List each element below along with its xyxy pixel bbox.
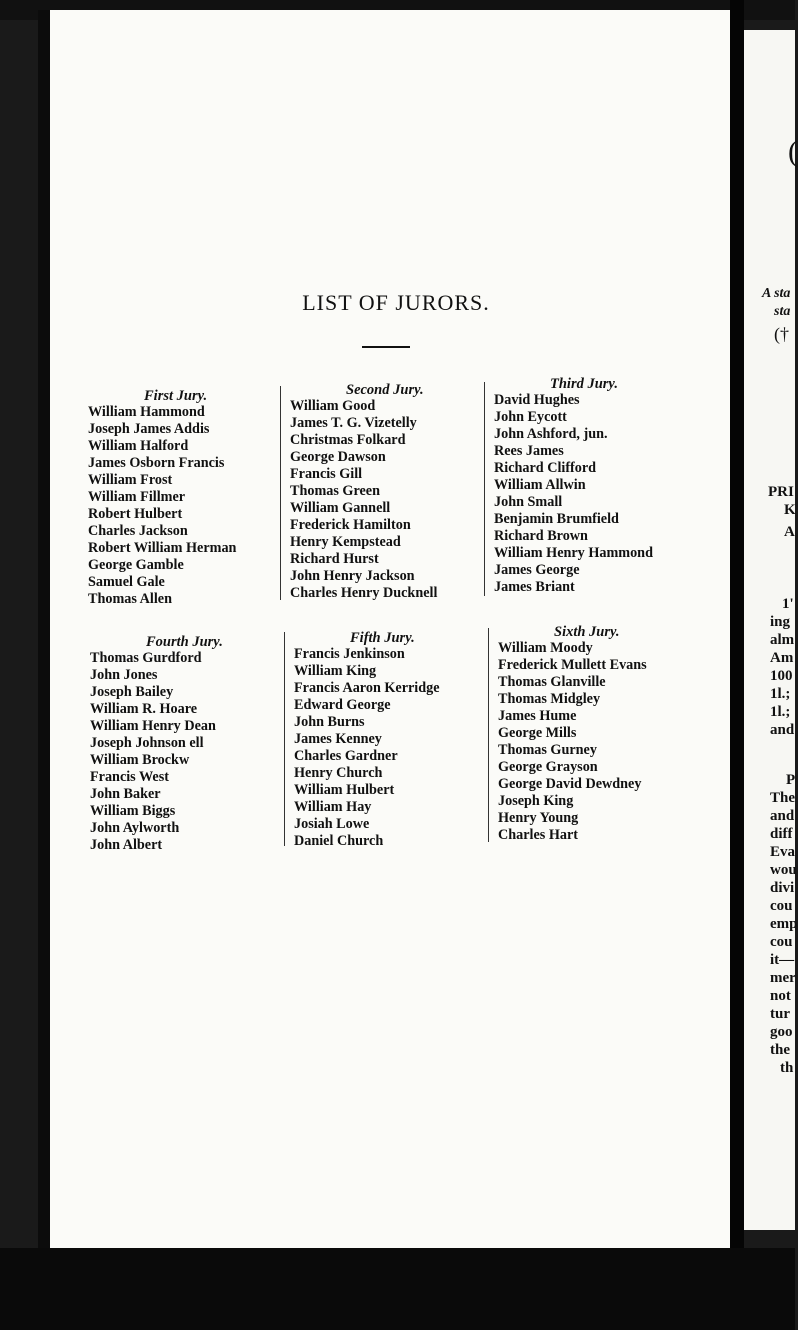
juror-name: Joseph James Addis	[88, 421, 210, 437]
juror-name: John Henry Jackson	[290, 568, 415, 584]
facing-text-line: th	[780, 1060, 794, 1076]
juror-name: James Kenney	[294, 731, 382, 747]
juror-name: Christmas Folkard	[290, 432, 406, 448]
juror-name: William King	[294, 663, 377, 679]
juror-name: George Dawson	[290, 449, 386, 465]
facing-text-line: not	[770, 988, 791, 1004]
juror-name: William Halford	[88, 438, 189, 454]
juror-name: Thomas Gurney	[498, 742, 597, 758]
facing-text-line: wou	[770, 862, 797, 878]
facing-text-line: ing	[770, 614, 791, 630]
facing-text-line: alm	[770, 632, 795, 648]
juror-name: Thomas Midgley	[498, 691, 601, 707]
book-page-left	[38, 10, 742, 1248]
facing-text-line: 1'	[782, 596, 794, 612]
juror-name: John Jones	[90, 667, 158, 683]
facing-text-line: The	[770, 790, 796, 806]
juror-name: Josiah Lowe	[294, 816, 370, 832]
jury-column-sixth	[498, 624, 728, 844]
juror-name: William Frost	[88, 472, 173, 488]
juror-name: William Fillmer	[88, 489, 186, 505]
juror-name: James T. G. Vizetelly	[290, 415, 417, 431]
juror-name: William Brockw	[90, 752, 190, 768]
facing-text-line: (	[788, 135, 798, 168]
facing-text-line: and	[770, 808, 795, 824]
juror-name: John Albert	[90, 837, 163, 853]
jury-heading: Sixth Jury.	[554, 624, 620, 640]
facing-text-line: (†	[774, 324, 789, 344]
juror-name: Charles Henry Ducknell	[290, 585, 438, 601]
juror-name: George Grayson	[498, 759, 598, 775]
facing-text-line: mer	[770, 970, 796, 986]
juror-name: Richard Brown	[494, 528, 588, 544]
facing-text-line: sta	[774, 304, 791, 319]
juror-name: Edward George	[294, 697, 391, 713]
juror-name: William Good	[290, 398, 376, 414]
juror-name: Robert William Herman	[88, 540, 237, 556]
facing-text-line: 100	[770, 668, 793, 684]
facing-text-line: the	[770, 1042, 790, 1058]
facing-text-line: Eva	[770, 844, 796, 860]
page-title: LIST OF JURORS.	[302, 290, 490, 315]
jury-column-second	[290, 382, 480, 602]
juror-name: Thomas Allen	[88, 591, 172, 607]
juror-name: Rees James	[494, 443, 564, 459]
facing-text-line: tur	[770, 1006, 790, 1022]
juror-name: George Mills	[498, 725, 577, 741]
juror-name: Henry Kempstead	[290, 534, 401, 550]
juror-name: Daniel Church	[294, 833, 384, 849]
juror-name: Charles Hart	[498, 827, 578, 843]
facing-text-line: A	[784, 524, 795, 540]
facing-text-line: goo	[770, 1024, 793, 1040]
juror-name: William Gannell	[290, 500, 391, 516]
jury-heading: Fifth Jury.	[350, 630, 415, 646]
juror-name: Thomas Gurdford	[90, 650, 202, 666]
jury-heading: Second Jury.	[346, 382, 424, 398]
juror-name: Francis Gill	[290, 466, 363, 482]
juror-name: John Ashford, jun.	[494, 426, 608, 442]
facing-text-line: diff	[770, 826, 793, 842]
juror-name: James Osborn Francis	[88, 455, 225, 471]
juror-name: John Eycott	[494, 409, 567, 425]
juror-name: Henry Young	[498, 810, 579, 826]
scan-border-bottom	[0, 1248, 795, 1330]
jury-column-fourth	[90, 634, 280, 854]
juror-name: Richard Clifford	[494, 460, 597, 476]
juror-name: John Small	[494, 494, 563, 510]
jury-column-first	[88, 388, 278, 608]
juror-name: Frederick Hamilton	[290, 517, 411, 533]
jury-heading: Fourth Jury.	[146, 634, 223, 650]
facing-text-line: and	[770, 722, 795, 738]
juror-name: Thomas Glanville	[498, 674, 606, 690]
facing-text-line: Am	[770, 650, 794, 666]
juror-name: John Baker	[90, 786, 161, 802]
column-divider	[284, 632, 285, 846]
facing-text-line: emp	[770, 916, 798, 932]
juror-name: Charles Gardner	[294, 748, 398, 764]
column-divider	[484, 382, 485, 596]
jury-heading: Third Jury.	[550, 376, 618, 392]
juror-name: George Gamble	[88, 557, 184, 573]
juror-name: James Hume	[498, 708, 577, 724]
juror-name: David Hughes	[494, 392, 580, 408]
column-divider	[488, 628, 489, 842]
juror-name: William Henry Dean	[90, 718, 216, 734]
title-rule	[362, 346, 410, 348]
juror-name: Joseph Johnson ell	[90, 735, 204, 751]
juror-name: Samuel Gale	[88, 574, 165, 590]
juror-name: William Biggs	[90, 803, 176, 819]
juror-name: Thomas Green	[290, 483, 380, 499]
juror-name: Francis Jenkinson	[294, 646, 405, 662]
juror-name: Benjamin Brumfield	[494, 511, 619, 527]
juror-name: George David Dewdney	[498, 776, 642, 792]
juror-name: Joseph King	[498, 793, 574, 809]
juror-name: Frederick Mullett Evans	[498, 657, 647, 673]
facing-text-line: P	[786, 772, 796, 788]
juror-name: Robert Hulbert	[88, 506, 183, 522]
jury-column-fifth	[294, 630, 484, 850]
column-divider	[280, 386, 281, 600]
juror-name: Richard Hurst	[290, 551, 379, 567]
juror-name: William R. Hoare	[90, 701, 198, 717]
juror-name: Charles Jackson	[88, 523, 188, 539]
facing-text-line: 1l.;	[770, 704, 791, 720]
book-page-right-edge	[744, 30, 798, 1230]
facing-text-line: PRI	[768, 484, 794, 500]
juror-name: Henry Church	[294, 765, 383, 781]
facing-text-line: cou	[770, 934, 793, 950]
juror-name: William Henry Hammond	[494, 545, 653, 561]
facing-text-line: 1l.;	[770, 686, 791, 702]
facing-text-line: cou	[770, 898, 793, 914]
juror-name: William Hammond	[88, 404, 205, 420]
juror-name: Joseph Bailey	[90, 684, 174, 700]
juror-name: John Aylworth	[90, 820, 180, 836]
juror-name: William Hay	[294, 799, 372, 815]
jury-heading: First Jury.	[144, 388, 208, 404]
facing-text-line: it—	[770, 952, 795, 968]
facing-text-line: K	[784, 502, 796, 518]
juror-name: William Hulbert	[294, 782, 395, 798]
jury-column-third	[494, 376, 724, 596]
book-spine	[730, 0, 744, 1250]
juror-name: William Moody	[498, 640, 593, 656]
facing-text-line: divi	[770, 880, 795, 896]
juror-name: William Allwin	[494, 477, 586, 493]
juror-name: Francis West	[90, 769, 169, 785]
facing-text-line: A sta	[762, 286, 791, 301]
juror-name: Francis Aaron Kerridge	[294, 680, 440, 696]
juror-name: James George	[494, 562, 580, 578]
juror-name: James Briant	[494, 579, 575, 595]
juror-name: John Burns	[294, 714, 365, 730]
